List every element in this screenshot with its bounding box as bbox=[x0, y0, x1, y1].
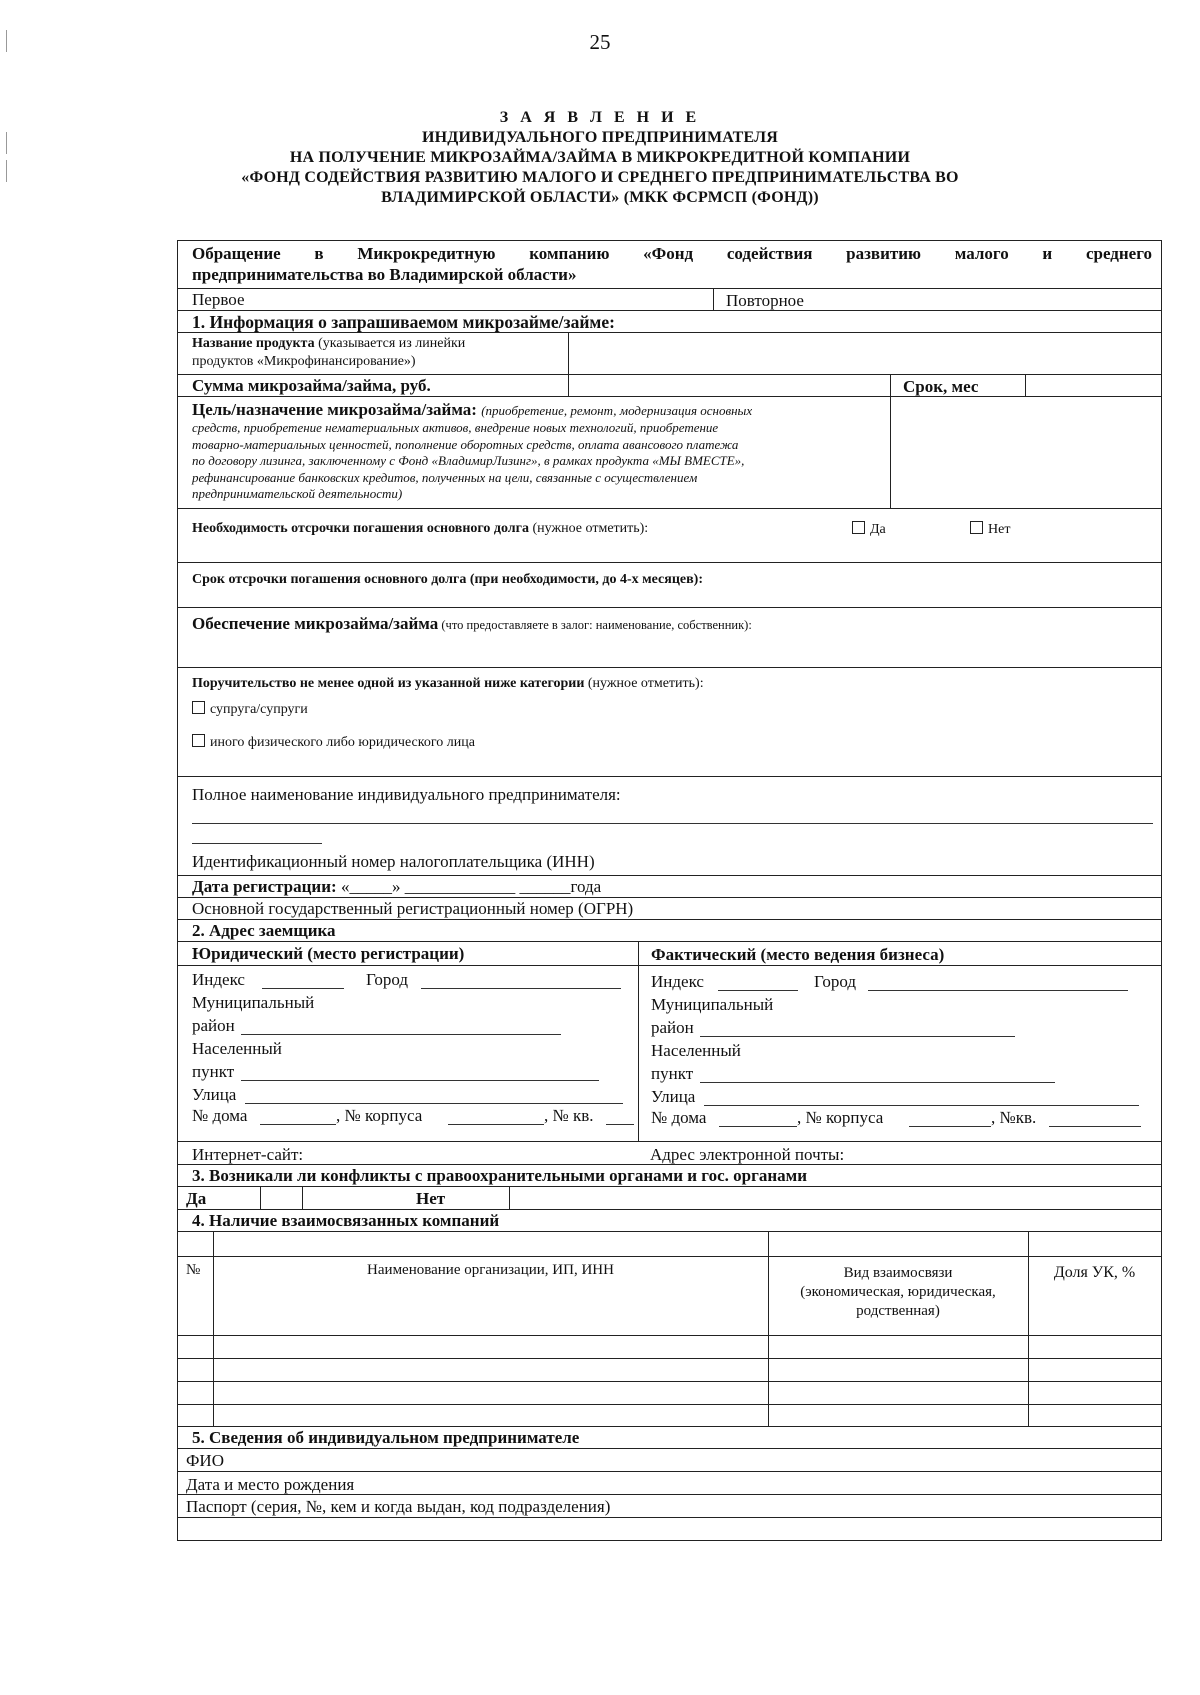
website-label[interactable]: Интернет-сайт: bbox=[192, 1145, 304, 1164]
term-label-cell bbox=[890, 375, 1025, 396]
margin-mark bbox=[6, 30, 7, 52]
legal-settlement-label: Населенный bbox=[192, 1039, 282, 1058]
checkbox-icon bbox=[970, 521, 983, 534]
actual-apt-input[interactable] bbox=[1049, 1126, 1141, 1127]
actual-address-block bbox=[638, 942, 1161, 1141]
address-row bbox=[178, 942, 1161, 1142]
collateral-note: (что предоставляете в залог: наименование, собственник): bbox=[438, 618, 752, 632]
inn-label: Идентификационный номер налогоплательщика (ИНН) bbox=[192, 852, 595, 871]
deferral-term-row[interactable] bbox=[178, 563, 1161, 608]
legal-street-label: Улица bbox=[192, 1085, 237, 1104]
col-type-header-line: родственная) bbox=[856, 1303, 940, 1319]
legal-district-input[interactable] bbox=[241, 1034, 561, 1035]
appeal-repeat-option[interactable]: Повторное bbox=[726, 291, 804, 310]
purpose-label: Цель/назначение микрозайма/займа: bbox=[192, 400, 477, 419]
appeal-text: предпринимательства во Владимирской области» bbox=[192, 265, 577, 284]
collateral-label: Обеспечение микрозайма/займа bbox=[192, 614, 439, 633]
legal-municipal-label: Муниципальный bbox=[192, 993, 315, 1012]
deferral-yes-checkbox[interactable] bbox=[852, 521, 886, 538]
legal-index-label: Индекс bbox=[192, 970, 245, 989]
passport-row[interactable] bbox=[178, 1495, 1161, 1518]
purpose-note: средств, приобретение нематериальных активов, внедрение новых технологий, приобретение bbox=[192, 420, 719, 435]
legal-apt-input[interactable] bbox=[606, 1124, 634, 1125]
reg-date-field[interactable]: «_____» _____________ ______года bbox=[336, 877, 602, 896]
checkbox-icon bbox=[192, 734, 205, 747]
conflicts-yes-label: Да bbox=[186, 1189, 207, 1208]
header-title: З А Я В Л Е Н И Е bbox=[499, 109, 701, 126]
product-label-note: (указывается из линейки bbox=[314, 336, 466, 351]
conflicts-no-input[interactable] bbox=[509, 1187, 1161, 1209]
collateral-row[interactable] bbox=[178, 608, 1161, 668]
contacts-row bbox=[178, 1142, 1161, 1165]
actual-point-label: пункт bbox=[651, 1064, 694, 1083]
product-label-note: продуктов «Микрофинансирование») bbox=[192, 354, 416, 369]
table-row[interactable] bbox=[178, 1382, 1161, 1404]
legal-apt-label: , № кв. bbox=[544, 1106, 594, 1125]
birth-label: Дата и место рождения bbox=[186, 1475, 355, 1494]
sum-row bbox=[178, 375, 1161, 397]
section-5-title-row bbox=[178, 1427, 1161, 1449]
legal-district-label: район bbox=[192, 1016, 235, 1035]
ip-full-name-label: Полное наименование индивидуального предпринимателя: bbox=[192, 785, 621, 804]
deferral-label: Необходимость отсрочки погашения основного долга bbox=[192, 521, 529, 536]
deferral-term-label: Срок отсрочки погашения основного долга (при необходимости, до 4-х месяцев): bbox=[192, 572, 703, 587]
conflicts-row bbox=[178, 1187, 1161, 1210]
purpose-note: (приобретение, ремонт, модернизация основных bbox=[481, 403, 753, 418]
application-form bbox=[177, 240, 1162, 1541]
checkbox-icon bbox=[192, 701, 205, 714]
section-1-title-row bbox=[178, 311, 1161, 333]
guarantee-note: (нужное отметить): bbox=[584, 676, 704, 691]
actual-apt-label: , №кв. bbox=[991, 1108, 1037, 1127]
purpose-input[interactable] bbox=[890, 397, 1161, 508]
section-5-title: 5. Сведения об индивидуальном предпринимателе bbox=[192, 1428, 580, 1447]
guarantee-spouse-label: супруга/супруги bbox=[210, 702, 308, 717]
actual-point-input[interactable] bbox=[700, 1082, 1055, 1083]
related-companies-table bbox=[178, 1232, 1161, 1427]
actual-district-label: район bbox=[651, 1018, 694, 1037]
col-type-header-line: Вид взаимосвязи bbox=[843, 1265, 953, 1281]
fio-row[interactable] bbox=[178, 1449, 1161, 1472]
term-input[interactable] bbox=[1025, 375, 1161, 396]
section-2-title: 2. Адрес заемщика bbox=[192, 921, 336, 940]
birth-row[interactable] bbox=[178, 1472, 1161, 1495]
appeal-type-row bbox=[178, 289, 1161, 311]
deferral-no-label: Нет bbox=[988, 522, 1011, 537]
fio-label: ФИО bbox=[186, 1451, 224, 1470]
actual-municipal-label: Муниципальный bbox=[651, 995, 774, 1014]
ogrn-label: Основной государственный регистрационный номер (ОГРН) bbox=[192, 899, 634, 918]
appeal-text: Обращение в Микрокредитную компанию «Фонд содействия развитию малого и среднего bbox=[192, 244, 1152, 263]
purpose-note: по договору лизинга, заключенному с Фонд «ВладимирЛизинг», в рамках продукта «МЫ ВМЕСТЕ», bbox=[192, 453, 745, 468]
legal-point-label: пункт bbox=[192, 1062, 235, 1081]
guarantee-label: Поручительство не менее одной из указанной ниже категории bbox=[192, 676, 585, 691]
ip-name-underline bbox=[192, 823, 1153, 824]
actual-address-title: Фактический (место ведения бизнеса) bbox=[651, 945, 945, 964]
actual-index-label: Индекс bbox=[651, 972, 704, 991]
legal-city-label: Город bbox=[366, 970, 408, 989]
guarantee-row bbox=[178, 668, 1161, 777]
deferral-note: (нужное отметить): bbox=[529, 521, 649, 536]
passport-extra-row[interactable] bbox=[178, 1518, 1161, 1541]
legal-street-input[interactable] bbox=[245, 1103, 623, 1104]
actual-district-input[interactable] bbox=[700, 1036, 1015, 1037]
guarantee-other-checkbox[interactable] bbox=[192, 734, 475, 751]
appeal-first-option[interactable]: Первое bbox=[192, 290, 245, 309]
purpose-note: товарно-материальных ценностей, пополнение оборотных средств, оплата авансового платежа bbox=[192, 436, 739, 452]
col-share-header: Доля УК, % bbox=[1053, 1264, 1136, 1281]
section-4-title-row bbox=[178, 1210, 1161, 1232]
document-header bbox=[170, 108, 1030, 208]
margin-mark bbox=[6, 160, 7, 182]
legal-building-label: , № корпуса bbox=[336, 1106, 423, 1125]
actual-street-label: Улица bbox=[651, 1087, 696, 1106]
term-label: Срок, мес bbox=[903, 377, 979, 396]
page-number: 25 bbox=[589, 30, 611, 54]
ip-name-row[interactable] bbox=[178, 777, 1161, 876]
actual-house-label: № дома bbox=[651, 1108, 707, 1127]
legal-building-input[interactable] bbox=[448, 1124, 544, 1125]
purpose-note: рефинансирование банковских кредитов, полученных на цели, связанные с осуществлением bbox=[192, 469, 698, 485]
sum-label: Сумма микрозайма/займа, руб. bbox=[192, 376, 431, 395]
ogrn-row[interactable] bbox=[178, 898, 1161, 920]
purpose-row bbox=[178, 397, 1161, 509]
actual-settlement-label: Населенный bbox=[651, 1041, 741, 1060]
actual-house-input[interactable] bbox=[719, 1126, 797, 1127]
appeal-row bbox=[178, 241, 1161, 289]
header-line: ВЛАДИМИРСКОЙ ОБЛАСТИ» (МКК ФСРМСП (ФОНД)) bbox=[381, 189, 819, 206]
legal-index-input[interactable] bbox=[262, 988, 344, 989]
section-3-title: 3. Возникали ли конфликты с правоохранительными органами и гос. органами bbox=[192, 1166, 807, 1185]
table-row[interactable] bbox=[178, 1359, 1161, 1381]
appeal-repeat-cell[interactable] bbox=[713, 289, 1161, 310]
actual-building-label: , № корпуса bbox=[797, 1108, 884, 1127]
product-input[interactable] bbox=[568, 333, 1161, 374]
section-3-title-row bbox=[178, 1165, 1161, 1187]
sum-input[interactable] bbox=[568, 375, 890, 396]
deferral-no-checkbox[interactable] bbox=[970, 521, 1010, 538]
conflicts-no-label: Нет bbox=[416, 1189, 446, 1208]
table-row[interactable] bbox=[178, 1336, 1161, 1358]
section-2-title-row bbox=[178, 920, 1161, 942]
reg-date-row[interactable] bbox=[178, 876, 1161, 898]
col-number-header: № bbox=[186, 1262, 201, 1278]
legal-address-title: Юридический (место регистрации) bbox=[192, 944, 465, 963]
actual-index-input[interactable] bbox=[718, 990, 798, 991]
legal-city-input[interactable] bbox=[421, 988, 621, 989]
legal-address-block bbox=[178, 942, 638, 1141]
col-type-header bbox=[768, 1264, 1028, 1321]
guarantee-other-label: иного физического либо юридического лица bbox=[210, 735, 475, 750]
table-row[interactable] bbox=[178, 1405, 1161, 1427]
header-line: НА ПОЛУЧЕНИЕ МИКРОЗАЙМА/ЗАЙМА В МИКРОКРЕДИТНОЙ КОМПАНИИ bbox=[289, 149, 911, 166]
conflicts-yes-input[interactable] bbox=[260, 1187, 302, 1209]
actual-building-input[interactable] bbox=[909, 1126, 991, 1127]
legal-point-input[interactable] bbox=[241, 1080, 599, 1081]
header-line: ИНДИВИДУАЛЬНОГО ПРЕДПРИНИМАТЕЛЯ bbox=[421, 129, 779, 146]
section-4-title: 4. Наличие взаимосвязанных компаний bbox=[192, 1211, 500, 1230]
header-line: «ФОНД СОДЕЙСТВИЯ РАЗВИТИЮ МАЛОГО И СРЕДНЕГО ПРЕДПРИНИМАТЕЛЬСТВА ВО bbox=[241, 169, 959, 186]
checkbox-icon bbox=[852, 521, 865, 534]
col-name-header: Наименование организации, ИП, ИНН bbox=[367, 1262, 614, 1278]
ip-name-underline bbox=[192, 843, 322, 844]
reg-date-label: Дата регистрации: bbox=[192, 877, 337, 896]
guarantee-spouse-checkbox[interactable] bbox=[192, 701, 308, 718]
col-type-header-line: (экономическая, юридическая, bbox=[800, 1284, 996, 1300]
purpose-label-cell bbox=[178, 397, 890, 508]
legal-house-label: № дома bbox=[192, 1106, 248, 1125]
product-row bbox=[178, 333, 1161, 375]
email-label[interactable]: Адрес электронной почты: bbox=[650, 1145, 845, 1164]
margin-mark bbox=[6, 132, 7, 154]
purpose-note: предпринимательской деятельности) bbox=[192, 486, 403, 501]
passport-label: Паспорт (серия, №, кем и когда выдан, код подразделения) bbox=[186, 1497, 611, 1516]
deferral-row bbox=[178, 509, 1161, 563]
actual-street-input[interactable] bbox=[704, 1105, 1139, 1106]
legal-house-input[interactable] bbox=[260, 1124, 336, 1125]
section-1-title: 1. Информация о запрашиваемом микрозайме/займе: bbox=[192, 312, 615, 332]
actual-city-label: Город bbox=[814, 972, 856, 991]
deferral-yes-label: Да bbox=[870, 522, 886, 537]
product-label: Название продукта bbox=[192, 336, 315, 351]
actual-city-input[interactable] bbox=[868, 990, 1128, 991]
